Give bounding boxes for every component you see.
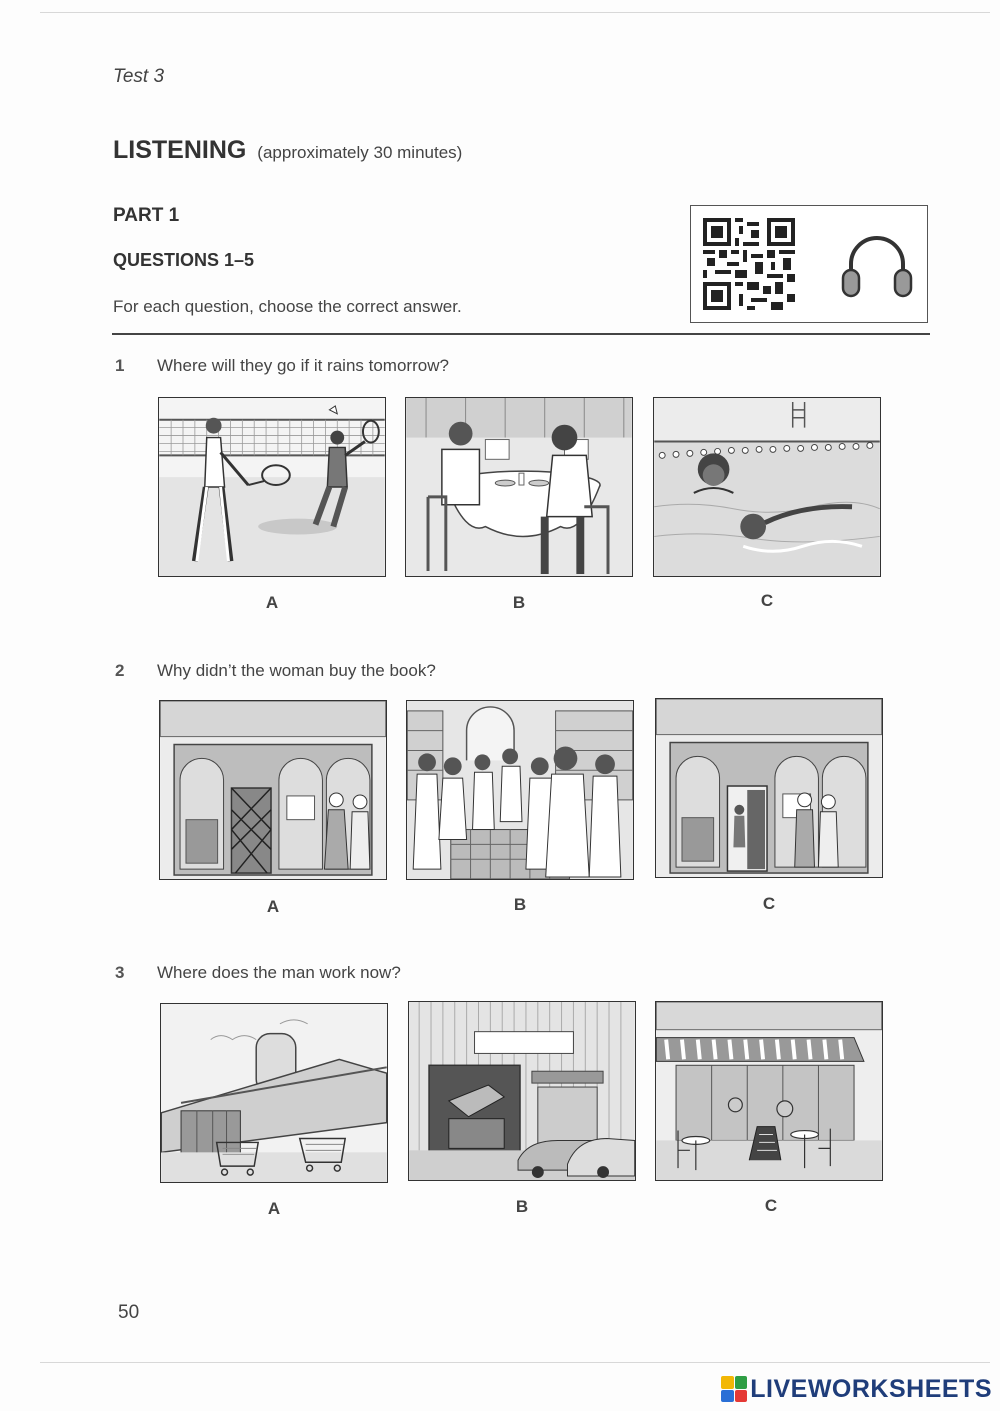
headphones-icon[interactable] [837, 224, 917, 304]
restaurant-illustration [406, 398, 632, 576]
cafe-illustration [656, 1002, 882, 1180]
brand-name: LIVEWORKSHEETS [750, 1374, 992, 1403]
option-picture-crowded-bookshop[interactable] [406, 700, 634, 880]
option-label: B [515, 1197, 529, 1216]
question-number: 1 [115, 356, 125, 375]
option-picture-garage[interactable] [408, 1001, 636, 1181]
instruction-text: For each question, choose the correct answer. [113, 297, 462, 316]
question-text: Where will they go if it rains tomorrow? [157, 356, 449, 375]
question-text: Where does the man work now? [157, 963, 401, 982]
option-label: C [762, 894, 776, 913]
option-picture-open-bookshop[interactable] [655, 698, 883, 878]
option-picture-closed-bookshop[interactable] [159, 700, 387, 880]
closed-bookshop-illustration [160, 701, 386, 879]
section-title-text: LISTENING [113, 136, 247, 164]
option-picture-badminton[interactable] [158, 397, 386, 577]
crowded-bookshop-illustration [407, 701, 633, 879]
liveworksheets-logo-icon [721, 1376, 747, 1402]
question-2 [115, 661, 436, 681]
option-label: B [512, 593, 526, 612]
question-number: 2 [115, 661, 125, 680]
question-number: 3 [115, 963, 125, 982]
option-label: C [764, 1196, 778, 1215]
questions-heading: QUESTIONS 1–5 [113, 250, 255, 270]
question-text: Why didn’t the woman buy the book? [157, 661, 436, 680]
option-label: C [760, 591, 774, 610]
logo-square [721, 1390, 734, 1403]
badminton-illustration [159, 398, 385, 576]
option-picture-restaurant[interactable] [405, 397, 633, 577]
section-title [113, 136, 462, 165]
brand-logo[interactable] [721, 1374, 992, 1404]
supermarket-illustration [161, 1004, 387, 1182]
qr-code-icon[interactable] [703, 218, 795, 310]
option-label: A [265, 593, 279, 612]
logo-square [735, 1390, 748, 1403]
header-rule [112, 333, 930, 335]
test-label: Test 3 [113, 66, 165, 87]
logo-square [735, 1376, 748, 1389]
question-3 [115, 963, 401, 983]
section-duration: (approximately 30 minutes) [257, 143, 463, 162]
garage-illustration [409, 1002, 635, 1180]
page-number: 50 [118, 1302, 140, 1323]
option-label: A [266, 897, 280, 916]
open-bookshop-illustration [656, 699, 882, 877]
part-heading: PART 1 [113, 205, 180, 226]
logo-square [721, 1376, 734, 1389]
option-picture-cafe[interactable] [655, 1001, 883, 1181]
bottom-divider [40, 1362, 990, 1363]
swimming-pool-illustration [654, 398, 880, 576]
question-1 [115, 356, 449, 376]
option-label: B [513, 895, 527, 914]
option-label: A [267, 1199, 281, 1218]
top-divider [40, 12, 990, 13]
option-picture-supermarket[interactable] [160, 1003, 388, 1183]
option-picture-swimming-pool[interactable] [653, 397, 881, 577]
audio-box[interactable] [690, 205, 928, 323]
